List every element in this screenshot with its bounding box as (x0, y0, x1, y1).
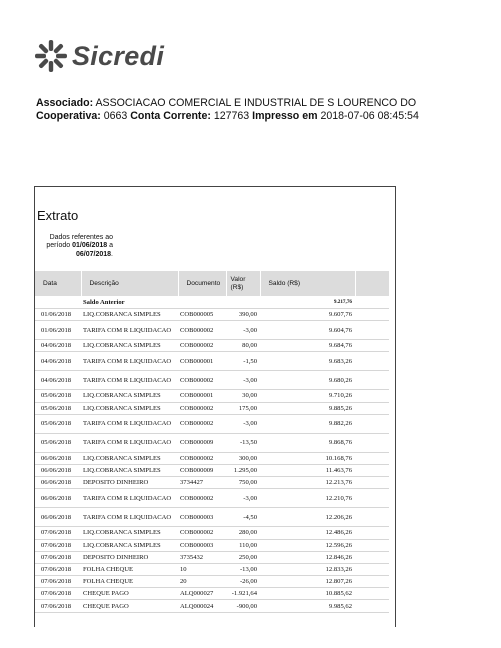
row-value: -900,00 (226, 600, 260, 612)
row-description: LIQ.COBRANCA SIMPLES (81, 539, 178, 551)
table-row (35, 464, 389, 476)
row-value: 175,00 (226, 402, 260, 414)
row-value: -26,00 (226, 576, 260, 588)
row-description: LIQ.COBRANCA SIMPLES (81, 309, 178, 321)
row-description: CHEQUE PAGO (81, 600, 178, 612)
row-document: COB000003 (178, 539, 226, 551)
row-document: COB000002 (178, 371, 226, 390)
row-balance: 10.168,76 (260, 452, 355, 464)
row-value: 390,00 (226, 309, 260, 321)
sicredi-logo-icon (34, 39, 68, 73)
row-document: COB000002 (178, 527, 226, 539)
row-balance: 9.710,26 (260, 390, 355, 402)
table-row (35, 508, 389, 527)
row-balance: 12.213,76 (260, 477, 355, 489)
conta-value: 127763 (213, 109, 250, 122)
row-document: COB000001 (178, 390, 226, 402)
impresso-label: Impresso em (252, 109, 318, 122)
statement-title: Extrato (37, 208, 79, 223)
row-date: 07/06/2018 (35, 527, 81, 539)
statement-panel (34, 186, 396, 627)
row-description: TARIFA COM R LIQUIDACAO (81, 489, 178, 508)
row-description: LIQ.COBRANCA SIMPLES (81, 390, 178, 402)
row-document: COB000002 (178, 489, 226, 508)
row-description: LIQ.COBRANCA SIMPLES (81, 402, 178, 414)
row-document: COB000002 (178, 321, 226, 340)
period-start: 01/06/2018 (72, 242, 108, 250)
row-document: COB000009 (178, 433, 226, 452)
row-document: COB000009 (178, 464, 226, 476)
table-row (35, 588, 389, 600)
row-description: LIQ.COBRANCA SIMPLES (81, 464, 178, 476)
table-row (35, 576, 389, 588)
row-value: -3,00 (226, 489, 260, 508)
row-document: 10 (178, 563, 226, 575)
row-value: -3,00 (226, 371, 260, 390)
row-date: 06/06/2018 (35, 464, 81, 476)
table-row (35, 600, 389, 612)
row-date: 06/06/2018 (35, 489, 81, 508)
row-balance: 9.604,76 (260, 321, 355, 340)
row-balance: 11.463,76 (260, 464, 355, 476)
row-balance: 9.680,26 (260, 371, 355, 390)
row-description: LIQ.COBRANCA SIMPLES (81, 452, 178, 464)
row-value: 80,00 (226, 340, 260, 352)
row-date: 06/06/2018 (35, 477, 81, 489)
impresso-value: 2018-07-06 08:45:54 (320, 109, 419, 122)
row-value: -4,50 (226, 508, 260, 527)
row-date: 04/06/2018 (35, 371, 81, 390)
opening-balance-label: Saldo Anterior (81, 296, 178, 309)
row-value: 280,00 (226, 527, 260, 539)
row-date: 07/06/2018 (35, 576, 81, 588)
row-date: 07/06/2018 (35, 600, 81, 612)
row-document: ALQ000024 (178, 600, 226, 612)
row-value: -13,00 (226, 563, 260, 575)
table-row (35, 371, 389, 390)
statement-period (35, 234, 113, 259)
conta-label: Conta Corrente: (130, 109, 211, 122)
row-value: 110,00 (226, 539, 260, 551)
row-balance: 12.833,26 (260, 563, 355, 575)
row-value: -3,00 (226, 321, 260, 340)
row-description: TARIFA COM R LIQUIDACAO (81, 433, 178, 452)
table-row (35, 551, 389, 563)
table-row (35, 390, 389, 402)
row-date: 06/06/2018 (35, 452, 81, 464)
table-row (35, 340, 389, 352)
row-balance: 12.596,26 (260, 539, 355, 551)
row-value: 30,00 (226, 390, 260, 402)
row-balance: 12.486,26 (260, 527, 355, 539)
cooperativa-value: 0663 (103, 109, 128, 122)
row-value: -13,50 (226, 433, 260, 452)
row-balance: 12.846,26 (260, 551, 355, 563)
row-document: COB000002 (178, 452, 226, 464)
col-document-header: Documento (178, 271, 226, 296)
table-row (35, 563, 389, 575)
account-info-line (36, 110, 476, 123)
row-description: DEPOSITO DINHEIRO (81, 477, 178, 489)
row-balance: 9.684,76 (260, 340, 355, 352)
table-row (35, 402, 389, 414)
row-date: 01/06/2018 (35, 309, 81, 321)
period-prefix: Dados referentes ao período (46, 234, 113, 250)
row-description: DEPOSITO DINHEIRO (81, 551, 178, 563)
row-description: CHEQUE PAGO (81, 588, 178, 600)
row-description: TARIFA COM R LIQUIDACAO (81, 508, 178, 527)
row-document: 20 (178, 576, 226, 588)
row-balance: 9.885,26 (260, 402, 355, 414)
row-document: COB000002 (178, 402, 226, 414)
row-balance: 12.210,76 (260, 489, 355, 508)
row-date: 01/06/2018 (35, 321, 81, 340)
associado-label: Associado: (36, 97, 94, 109)
row-description: TARIFA COM R LIQUIDACAO (81, 321, 178, 340)
brand-logo (34, 38, 164, 74)
row-date: 06/06/2018 (35, 508, 81, 527)
row-description: FOLHA CHEQUE (81, 563, 178, 575)
col-value-header: Valor (R$) (226, 271, 260, 296)
table-row (35, 352, 389, 371)
row-description: TARIFA COM R LIQUIDACAO (81, 352, 178, 371)
row-date: 07/06/2018 (35, 551, 81, 563)
table-row (35, 477, 389, 489)
account-header (36, 97, 476, 122)
period-suffix: . (111, 250, 113, 258)
row-value: 250,00 (226, 551, 260, 563)
associado-line (36, 97, 476, 110)
table-row (35, 452, 389, 464)
cooperativa-label: Cooperativa: (36, 109, 101, 122)
col-date-header: Data (35, 271, 81, 296)
row-date: 04/06/2018 (35, 340, 81, 352)
row-date: 05/06/2018 (35, 433, 81, 452)
table-row (35, 309, 389, 321)
row-description: LIQ.COBRANCA SIMPLES (81, 527, 178, 539)
row-date: 05/06/2018 (35, 390, 81, 402)
row-value: -3,00 (226, 414, 260, 433)
row-description: TARIFA COM R LIQUIDACAO (81, 414, 178, 433)
row-document: 3734427 (178, 477, 226, 489)
row-balance: 9.985,62 (260, 600, 355, 612)
associado-value: ASSOCIACAO COMERCIAL E INDUSTRIAL DE S LOURENCO DO (95, 97, 417, 109)
table-row (35, 489, 389, 508)
row-value: 1.295,00 (226, 464, 260, 476)
row-document: COB000003 (178, 508, 226, 527)
row-value: 750,00 (226, 477, 260, 489)
row-value: -1.921,64 (226, 588, 260, 600)
row-balance: 12.206,26 (260, 508, 355, 527)
opening-balance-value: 9.217,76 (260, 296, 355, 309)
period-end: 06/07/2018 (76, 250, 112, 258)
brand-name: Sicredi (72, 40, 165, 71)
row-balance: 9.868,76 (260, 433, 355, 452)
row-description: FOLHA CHEQUE (81, 576, 178, 588)
row-description: LIQ.COBRANCA SIMPLES (81, 340, 178, 352)
row-date: 07/06/2018 (35, 588, 81, 600)
table-header-row (35, 271, 389, 296)
col-description-header: Descrição (81, 271, 178, 296)
row-document: COB000002 (178, 340, 226, 352)
table-row (35, 433, 389, 452)
row-document: COB000005 (178, 309, 226, 321)
row-date: 05/06/2018 (35, 402, 81, 414)
opening-balance-row (35, 296, 389, 309)
table-row (35, 539, 389, 551)
row-balance: 12.807,26 (260, 576, 355, 588)
row-value: 300,00 (226, 452, 260, 464)
row-date: 07/06/2018 (35, 539, 81, 551)
row-document: ALQ000027 (178, 588, 226, 600)
row-document: COB000001 (178, 352, 226, 371)
row-document: 3735432 (178, 551, 226, 563)
row-balance: 9.683,26 (260, 352, 355, 371)
row-document: COB000002 (178, 414, 226, 433)
table-row (35, 414, 389, 433)
row-value: -1,50 (226, 352, 260, 371)
col-balance-header: Saldo (R$) (260, 271, 355, 296)
row-balance: 10.885,62 (260, 588, 355, 600)
row-date: 04/06/2018 (35, 352, 81, 371)
row-balance: 9.607,76 (260, 309, 355, 321)
row-date: 05/06/2018 (35, 414, 81, 433)
row-description: TARIFA COM R LIQUIDACAO (81, 371, 178, 390)
row-balance: 9.882,26 (260, 414, 355, 433)
col-spacer-header (355, 271, 389, 296)
table-row (35, 527, 389, 539)
statement-table (35, 271, 390, 613)
table-row (35, 321, 389, 340)
row-date: 07/06/2018 (35, 563, 81, 575)
period-separator: a (109, 242, 113, 250)
